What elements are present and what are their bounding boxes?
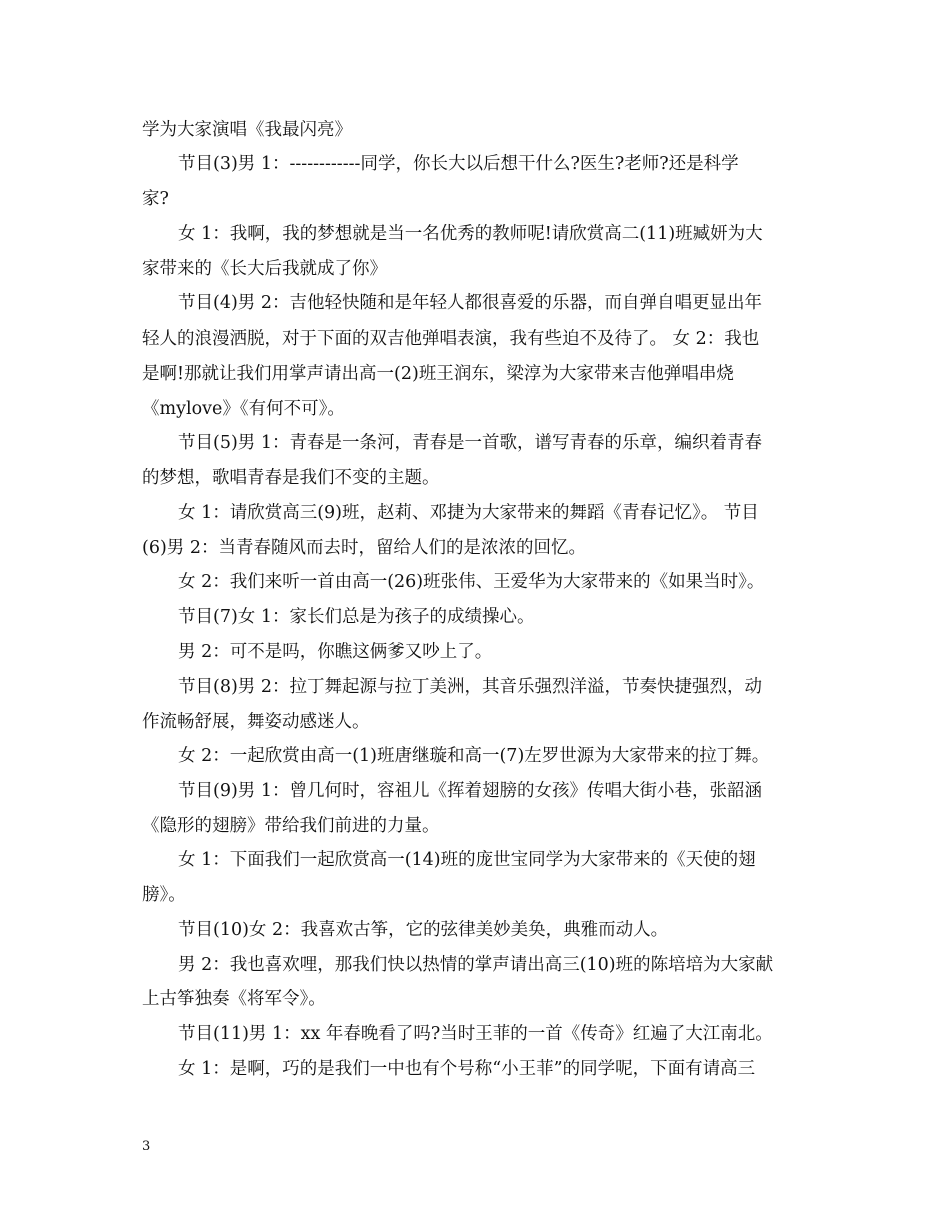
- page-number: 3: [142, 1139, 151, 1154]
- text-line: 女 1：我啊，我的梦想就是当一名优秀的教师呢!请欣赏高二(11)班臧妍为大: [178, 224, 763, 244]
- text-line: 节目(11)男 1：xx 年春晚看了吗?当时王菲的一首《传奇》红遍了大江南北。: [178, 1024, 773, 1044]
- text-line: 女 1：是啊，巧的是我们一中也有个号称“小王菲”的同学呢，下面有请高三: [178, 1059, 756, 1079]
- text-line: 女 1：请欣赏高三(9)班，赵莉、邓捷为大家带来的舞蹈《青春记忆》。 节目: [178, 503, 759, 523]
- text-line: 节目(5)男 1：青春是一条河，青春是一首歌，谱写青春的乐章，编织着青春: [178, 433, 762, 453]
- text-line: 男 2：可不是吗，你瞧这俩爹又吵上了。: [178, 642, 493, 662]
- text-line: 轻人的浪漫洒脱，对于下面的双吉他弹唱表演，我有些迫不及待了。 女 2：我也: [142, 329, 760, 349]
- text-line: 的梦想，歌唱青春是我们不变的主题。: [142, 468, 440, 488]
- text-line: (6)男 2：当青春随风而去时，留给人们的是浓浓的回忆。: [142, 538, 586, 558]
- text-line: 《mylove》《有何不可》。: [142, 399, 345, 419]
- text-line: 节目(3)男 1：------------同学，你长大以后想干什么?医生?老师?还是科学: [178, 154, 739, 174]
- text-line: 节目(7)女 1：家长们总是为孩子的成绩操心。: [178, 607, 535, 627]
- text-line: 节目(9)男 1：曾几何时，容祖儿《挥着翅膀的女孩》传唱大街小巷，张韶涵: [178, 781, 762, 801]
- text-line: 女 2：一起欣赏由高一(1)班唐继璇和高一(7)左罗世源为大家带来的拉丁舞。: [178, 746, 770, 766]
- text-line: 节目(8)男 2：拉丁舞起源与拉丁美洲，其音乐强烈洋溢，节奏快捷强烈，动: [178, 677, 762, 697]
- text-line: 家带来的《长大后我就成了你》: [142, 259, 387, 279]
- text-line: 女 2：我们来听一首由高一(26)班张伟、王爱华为大家带来的《如果当时》。: [178, 572, 765, 592]
- text-line: 家?: [142, 189, 169, 209]
- text-line: 节目(10)女 2：我喜欢古筝，它的弦律美妙美奂，典雅而动人。: [178, 920, 669, 940]
- text-line: 作流畅舒展，舞姿动感迷人。: [142, 712, 370, 732]
- text-line: 节目(4)男 2：吉他轻快随和是年轻人都很喜爱的乐器，而自弹自唱更显出年: [178, 293, 762, 313]
- text-line: 膀》。: [142, 885, 186, 905]
- text-line: 是啊!那就让我们用掌声请出高一(2)班王润东，梁淳为大家带来吉他弹唱串烧: [142, 364, 734, 384]
- text-line: 女 1：下面我们一起欣赏高一(14)班的庞世宝同学为大家带来的《天使的翅: [178, 850, 756, 870]
- text-line: 《隐形的翅膀》带给我们前进的力量。: [142, 816, 440, 836]
- text-line: 上古筝独奏《将军令》。: [142, 989, 326, 1009]
- text-line: 学为大家演唱《我最闪亮》: [142, 120, 352, 140]
- text-line: 男 2：我也喜欢哩，那我们快以热情的掌声请出高三(10)班的陈培培为大家献: [178, 955, 774, 975]
